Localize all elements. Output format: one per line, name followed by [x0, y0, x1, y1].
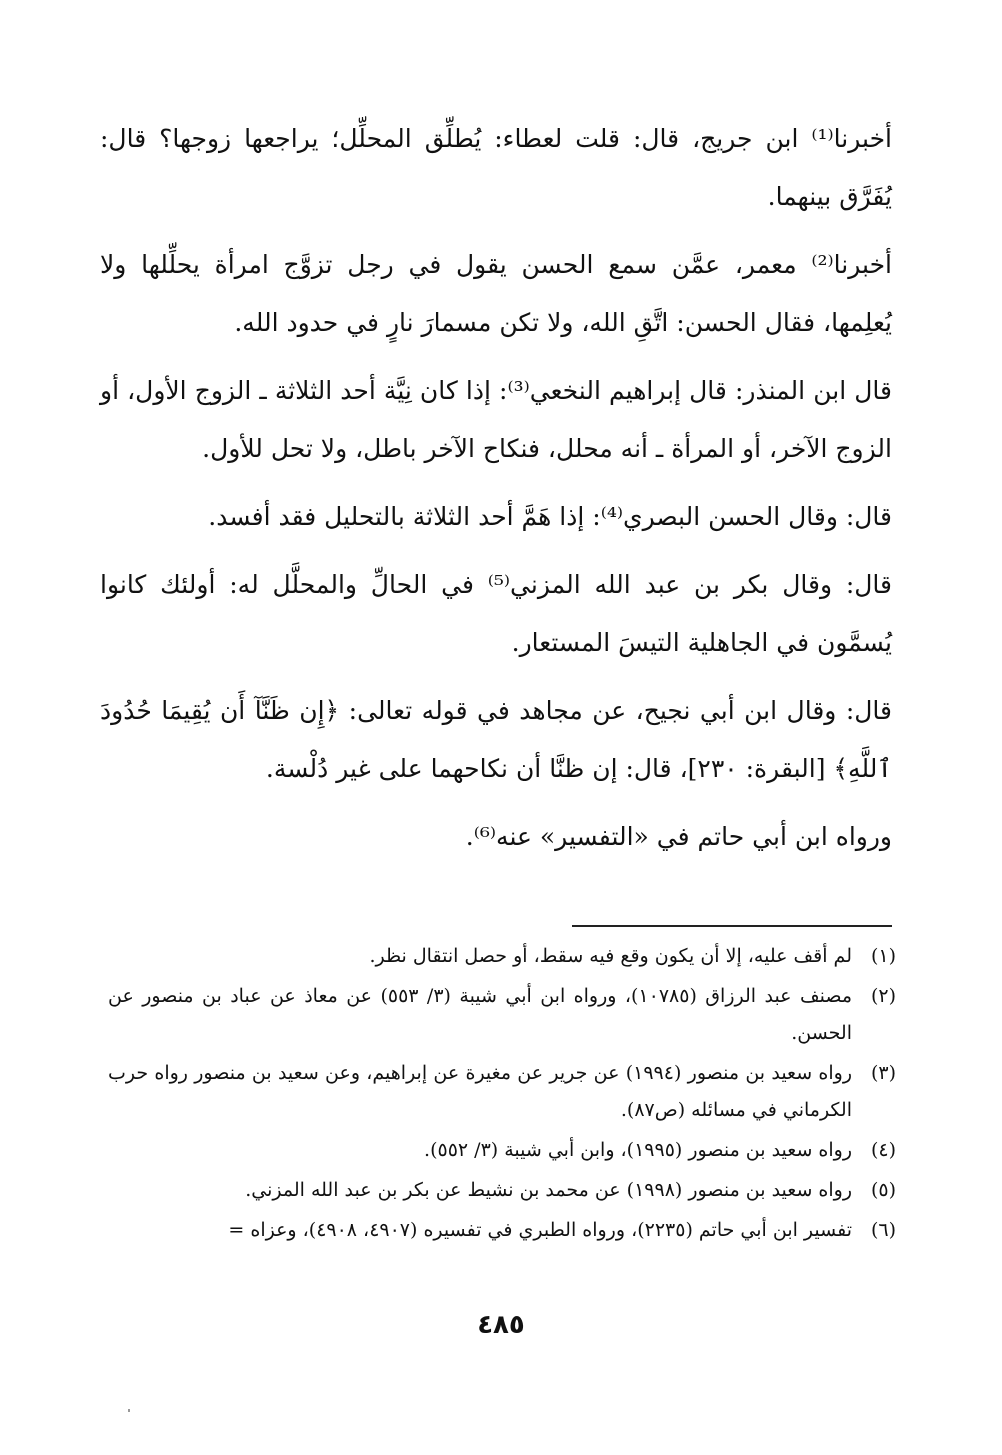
- footnote-number: (٤): [870, 1139, 896, 1161]
- paragraph-2: أخبرنا⁽²⁾ معمر، عمَّن سمع الحسن يقول في رجل تزوَّج امرأة يحلِّلها ولا يُعلِمها، فقال الحسن: اتَّقِ الله، ولا تكن مسمارَ نارٍ في حدود الله.: [100, 250, 892, 337]
- footnote-1: [108, 938, 896, 975]
- footnote-number: (٣): [870, 1062, 896, 1084]
- scan-speck: [128, 1409, 130, 1412]
- footnote-text: لم أقف عليه، إلا أن يكون وقع فيه سقط، أو حصل انتقال نظر.: [369, 945, 852, 967]
- footnote-number: (١): [870, 945, 896, 967]
- footnote-number: (٦): [870, 1219, 896, 1241]
- footnote-5: [108, 1172, 896, 1209]
- footnote-text: تفسير ابن أبي حاتم (٢٢٣٥)، ورواه الطبري في تفسيره (٤٩٠٧، ٤٩٠٨)، وعزاه =: [228, 1219, 852, 1241]
- footnote-text: رواه سعيد بن منصور (١٩٩٥)، وابن أبي شيبة (٣/ ٥٥٢).: [424, 1139, 852, 1161]
- footnote-4: [108, 1132, 896, 1169]
- footnote-2: [108, 978, 896, 1052]
- main-text: [100, 110, 892, 876]
- footnote-text: مصنف عبد الرزاق (١٠٧٨٥)، ورواه ابن أبي شيبة (٣/ ٥٥٣) عن معاذ عن عباد بن منصور عن الحسن.: [108, 985, 852, 1044]
- page-number: ٤٨٥: [477, 1310, 525, 1340]
- footnotes: [108, 938, 896, 1252]
- footnote-text: رواه سعيد بن منصور (١٩٩٤) عن جرير عن مغيرة عن إبراهيم، وعن سعيد بن منصور رواه حرب الكرماني في مسائله (ص٨٧).: [108, 1062, 853, 1121]
- paragraph-3: قال ابن المنذر: قال إبراهيم النخعي⁽³⁾: إذا كان نِيَّة أحد الثلاثة ـ الزوج الأول، أو الزوج الآخر، أو المرأة ـ أنه محلل، فنكاح الآخر باطل، ولا تحل للأول.: [100, 376, 892, 463]
- footnote-6: [108, 1212, 896, 1249]
- footnote-number: (٢): [870, 985, 896, 1007]
- paragraph-7: ورواه ابن أبي حاتم في «التفسير» عنه⁽⁶⁾.: [465, 822, 892, 851]
- footnote-3: [108, 1055, 896, 1129]
- footnote-text: رواه سعيد بن منصور (١٩٩٨) عن محمد بن نشيط عن بكر بن عبد الله المزني.: [245, 1179, 852, 1201]
- footnote-divider: [572, 925, 892, 927]
- paragraph-6: قال: وقال ابن أبي نجيح، عن مجاهد في قوله تعالى: ﴿إِن ظَنَّآ أَن يُقِيمَا حُدُودَ ٱللَّهِ﴾ [البقرة: ٢٣٠]، قال: إن ظنَّا أن نكاحهما على غير دُلْسة.: [100, 696, 892, 783]
- paragraph-1: أخبرنا⁽¹⁾ ابن جريج، قال: قلت لعطاء: يُطلِّق المحلِّل؛ يراجعها زوجها؟ قال: يُفَرَّق بينهما.: [100, 124, 892, 211]
- footnote-number: (٥): [870, 1179, 896, 1201]
- paragraph-4: قال: وقال الحسن البصري⁽⁴⁾: إذا هَمَّ أحد الثلاثة بالتحليل فقد أفسد.: [208, 502, 892, 531]
- paragraph-5: قال: وقال بكر بن عبد الله المزني⁽⁵⁾ في الحالِّ والمحلَّل له: أولئك كانوا يُسمَّون في الجاهلية التيسَ المستعار.: [100, 570, 893, 657]
